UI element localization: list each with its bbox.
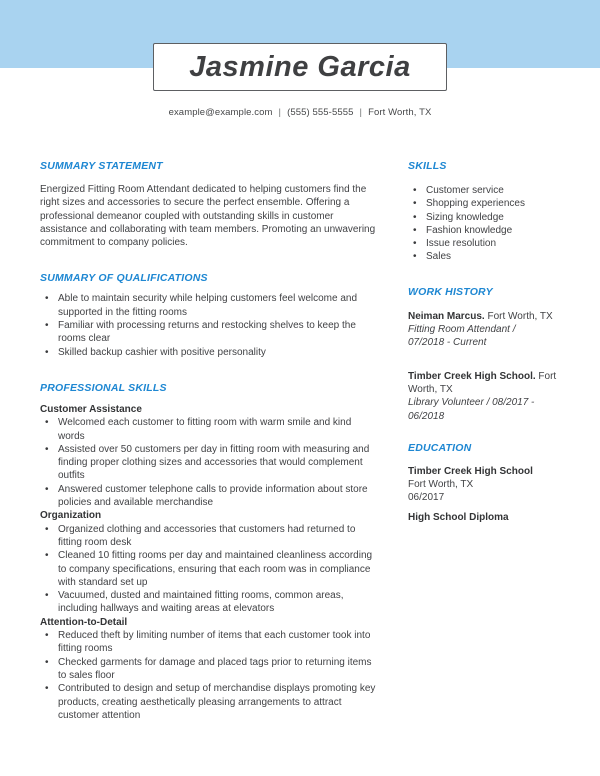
job-employer-line	[408, 370, 566, 397]
job-separator: /	[486, 397, 490, 409]
section-summary-statement	[40, 160, 377, 249]
job-role: Library Volunteer	[408, 397, 484, 409]
work-history-entry	[408, 370, 566, 423]
job-dates: 08/2017 - 06/2018	[408, 397, 535, 422]
left-column	[40, 160, 377, 722]
contact-email: example@example.com	[168, 107, 273, 118]
section-professional-skills	[40, 382, 377, 722]
job-separator: /	[512, 324, 516, 336]
list-item: • Familiar with processing returns and restocking shelves to keep the rooms clear	[40, 319, 377, 346]
skill-group-list	[40, 416, 377, 509]
skill-group-customer-assistance	[40, 403, 377, 509]
summary-paragraph: Energized Fitting Room Attendant dedicated to helping customers find the right sizes and accessories to secure the perfect ensemble. Offering a professional demeanor coupled with outstanding skills in customer assistance and collaborating with team members. Promoting an unwavering commitment to company policies.	[40, 184, 376, 249]
skill-group-title: Attention-to-Detail	[40, 616, 128, 628]
list-item: • Welcomed each customer to fitting room with warm smile and kind words	[40, 416, 377, 443]
section-heading: PROFESSIONAL SKILLS	[40, 381, 167, 394]
list-item: • Sales	[408, 250, 566, 263]
education-degree: High School Diploma	[408, 511, 509, 523]
page-title: Jasmine Garcia	[189, 50, 411, 83]
skill-group-organization	[40, 509, 377, 615]
section-heading: SUMMARY OF QUALIFICATIONS	[40, 272, 208, 285]
skill-group-title: Organization	[40, 510, 102, 522]
list-item: • Answered customer telephone calls to provide information about store policies and available merchandise	[40, 483, 377, 510]
skill-group-list	[40, 523, 377, 616]
skill-group-attention-to-detail	[40, 616, 377, 722]
job-role: Fitting Room Attendant	[408, 324, 510, 336]
contact-line	[0, 107, 600, 118]
section-heading: EDUCATION	[408, 441, 472, 454]
education-school: Timber Creek High School	[408, 465, 533, 477]
contact-phone: (555) 555-5555	[287, 107, 354, 118]
section-education	[408, 442, 566, 524]
list-item: • Assisted over 50 customers per day in fitting room with measuring and finding proper clothing sizes and accessories that would complement outfits	[40, 443, 377, 483]
list-item: • Sizing knowledge	[408, 211, 566, 224]
employer-location: Fort Worth, TX	[408, 370, 557, 395]
work-history-entry	[408, 310, 566, 350]
list-item: • Vacuumed, dusted and maintained fitting rooms, common areas, including hallways and waiting areas at elevators	[40, 589, 377, 616]
job-employer-line	[408, 310, 566, 323]
list-item: • Fashion knowledge	[408, 224, 566, 237]
skill-group-title: Customer Assistance	[40, 403, 142, 415]
skill-groups	[40, 403, 377, 722]
job-role-line	[408, 396, 566, 423]
skill-group-list	[40, 629, 377, 722]
right-column	[408, 160, 566, 722]
section-heading: WORK HISTORY	[408, 285, 493, 298]
education-location: Fort Worth, TX	[408, 479, 474, 491]
employer-location: Fort Worth, TX	[487, 310, 553, 322]
job-role-line	[408, 323, 566, 350]
list-item: • Issue resolution	[408, 237, 566, 250]
contact-separator: |	[278, 107, 282, 118]
list-item: • Skilled backup cashier with positive personality	[40, 346, 377, 359]
content-columns	[40, 160, 566, 722]
contact-location: Fort Worth, TX	[368, 107, 432, 118]
section-work-history	[408, 286, 566, 423]
contact-separator: |	[359, 107, 363, 118]
list-item: • Checked garments for damage and placed tags prior to returning items to sales floor	[40, 656, 377, 683]
list-item: • Contributed to design and setup of merchandise displays promoting key products, creating aesthetically pleasing arrangements to attract customer attention	[40, 682, 377, 722]
list-item: • Cleaned 10 fitting rooms per day and maintained cleanliness according to company specifications, ensuring that each room was in compliance with standard set up	[40, 549, 377, 589]
section-heading: SUMMARY STATEMENT	[40, 160, 163, 172]
qualifications-list	[40, 292, 377, 358]
section-skills	[408, 160, 566, 264]
list-item: • Shopping experiences	[408, 197, 566, 210]
employer-name: Neiman Marcus.	[408, 310, 485, 322]
skills-list	[408, 184, 566, 264]
list-item: • Organized clothing and accessories that customers had returned to fitting room desk	[40, 523, 377, 550]
name-box	[153, 43, 447, 91]
education-entry	[408, 465, 566, 524]
list-item: • Able to maintain security while helping customers feel welcome and supported in the fitting rooms	[40, 292, 377, 319]
employer-name: Timber Creek High School.	[408, 370, 536, 382]
job-dates: 07/2018 - Current	[408, 337, 487, 349]
section-heading: SKILLS	[408, 160, 447, 172]
list-item: • Reduced theft by limiting number of items that each customer took into fitting rooms	[40, 629, 377, 656]
section-qualifications	[40, 272, 377, 358]
education-date: 06/2017	[408, 492, 445, 504]
list-item: • Customer service	[408, 184, 566, 197]
